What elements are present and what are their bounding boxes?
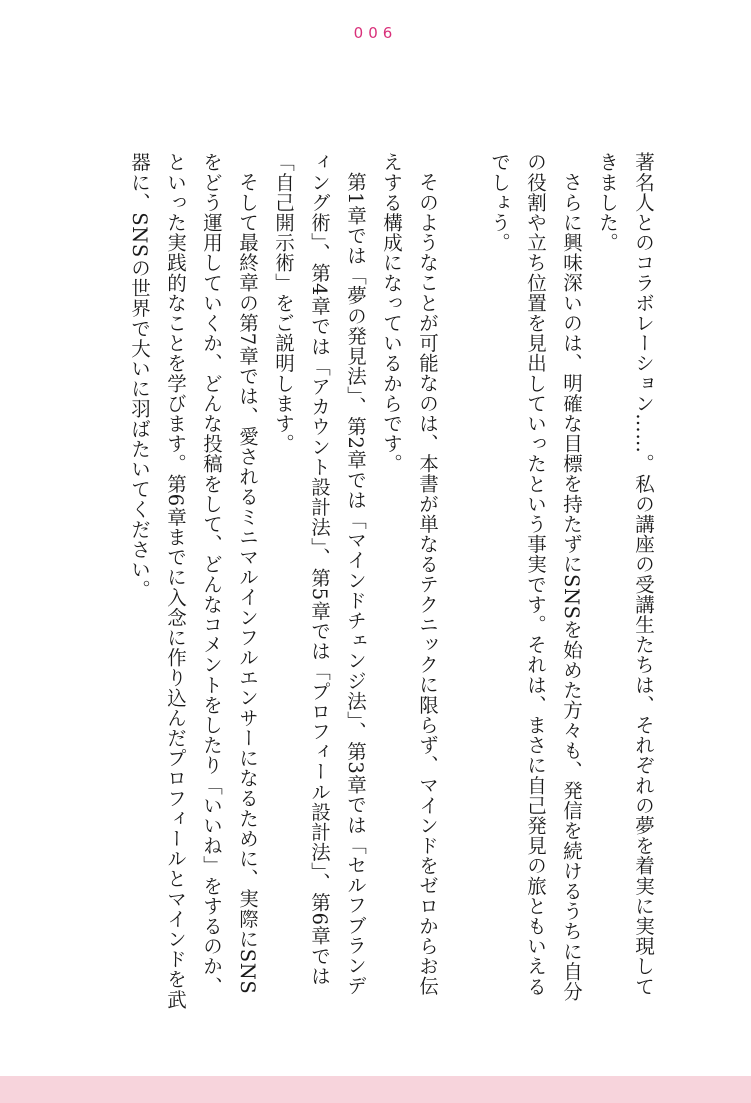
paragraph-2: さらに興味深いのは、明確な目標を持たずにSNSを始めた方々も、発信を続けるうちに自分の役割や立ち位置を見出していったという事実です。それは、まさに自己発見の旅ともいえるでしょう。	[488, 152, 583, 1001]
bottom-color-band	[0, 1076, 751, 1103]
paragraph-5: そして最終章の第7章では、愛されるミニマルインフルエンサーになるために、実際にSNSをどう運用していくか、どんな投稿をして、どんなコメントをしたり「いいね」をするのか、といった実践的なことを学びます。第6章までに入念に作り込んだプロフィールとマインドを武器に、SNSの世界で大いに羽ばたいてください。	[128, 152, 259, 1010]
paragraph-3: そのようなことが可能なのは、本書が単なるテクニックに限らず、マインドをゼロからお伝えする構成になっているからです。	[380, 152, 439, 996]
paragraph-4: 第1章では「夢の発見法」、第2章では「マインドチェンジ法」、第3章では「セルフブランディング術」、第4章では「アカウント設計法」、第5章では「プロフィール設計法」、第6章では「自己開示術」をご説明します。	[272, 152, 367, 996]
paragraph-1: 著名人とのコラボレーション……。私の講座の受講生たちは、それぞれの夢を着実に実現してきました。	[596, 152, 655, 997]
body-text	[71, 152, 661, 1012]
page-number: 006	[353, 24, 398, 42]
